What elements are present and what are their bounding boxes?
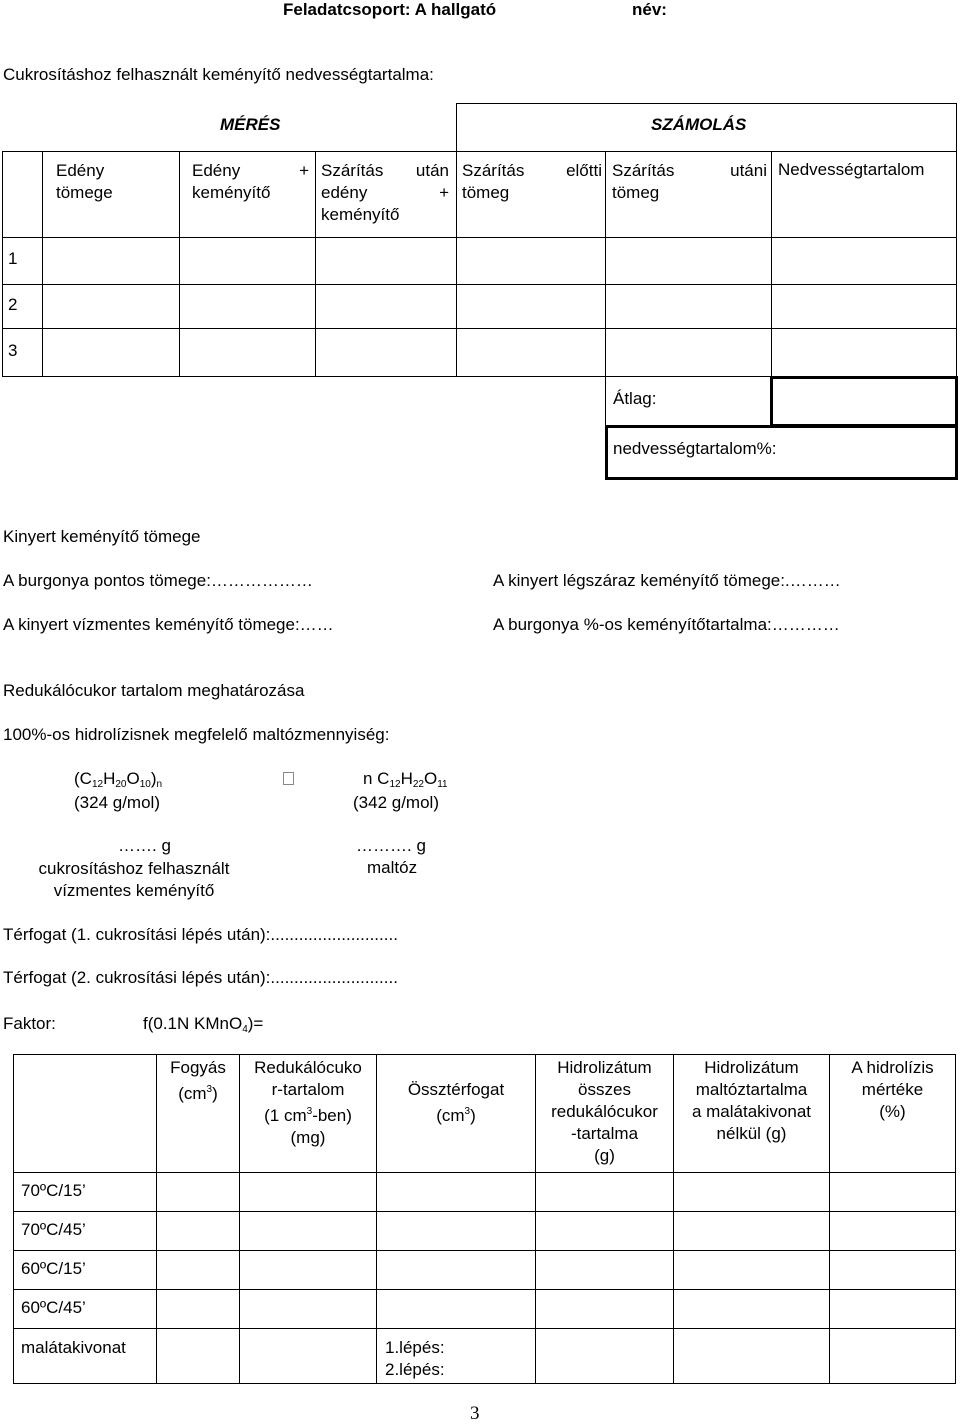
col-hydrolysis-degree: A hidrolízis mértéke (%) — [851, 1058, 934, 1121]
step2-label: 2.lépés: — [385, 1360, 445, 1379]
potato-mass: A burgonya pontos tömege:……………… — [3, 571, 313, 590]
row-label: 70ºC/15’ — [21, 1181, 86, 1200]
starch-molar-mass: (324 g/mol) — [74, 793, 160, 812]
airdry-mass: A kinyert légszáraz keményítő tömege:.……… — [493, 571, 841, 590]
row-label: 60ºC/45’ — [21, 1298, 86, 1317]
col-vessel-mass: Edény tömege — [56, 161, 113, 202]
row-label: 2 — [8, 295, 18, 314]
row-label: 3 — [8, 341, 18, 360]
group-meres: MÉRÉS — [220, 115, 281, 134]
col-after-drying: Szárítás utáni tömeg — [612, 161, 767, 202]
average-label: Átlag: — [613, 389, 657, 408]
moisture-percent-label: nedvességtartalom%: — [613, 439, 777, 458]
step1-label: 1.lépés: — [385, 1338, 445, 1357]
maltose-molar-mass: (342 g/mol) — [353, 793, 439, 812]
page-title: Feladatcsoport: A hallgató — [283, 0, 497, 19]
maltose-description: maltóz — [367, 858, 418, 877]
col-total-volume: Össztérfogat $(cm^3)$ — [407, 1080, 505, 1125]
col-hydrolysate-maltose: Hidrolizátum maltóztartalma a malátakivonat nélkül (g) — [691, 1058, 812, 1143]
col-moisture: Nedvességtartalom — [778, 160, 925, 179]
name-label: név: — [632, 0, 667, 19]
maltose-amount-line: 100%-os hidrolízisnek megfelelő maltózmennyiség: — [3, 725, 390, 744]
col-before-drying: Szárítás előtti tömeg — [462, 161, 602, 202]
page-number: 3 — [470, 1403, 480, 1424]
moisture-heading: Cukrosításhoz felhasznált keményítő nedvességtartalma: — [3, 65, 434, 84]
col-after-drying-vessel: Szárítás után edény + keményítő — [321, 161, 449, 224]
col-hydrolysate-reducing: Hidrolizátum összes redukálócukor -tartalma (g) — [551, 1058, 658, 1165]
reducing-heading: Redukálócukor tartalom meghatározása — [3, 681, 305, 700]
row-label: malátakivonat — [21, 1338, 126, 1357]
group-szamolas: SZÁMOLÁS — [651, 115, 747, 134]
row-label: 70ºC/45’ — [21, 1220, 86, 1239]
maltose-formula: n $C_{12}H_{22}O_{11}$ — [363, 769, 448, 790]
starch-formula: $(C_{12}H_{20}O_{10})_n$ — [74, 769, 163, 790]
volume-step2: Térfogat (2. cukrosítási lépés után):........................... — [3, 968, 398, 987]
volume-step1: Térfogat (1. cukrosítási lépés után):........................... — [3, 925, 398, 944]
col-consumption: Fogyás $(cm^3)$ — [170, 1058, 226, 1103]
maltose-grams: ………. g — [356, 836, 426, 855]
arrow-icon — [283, 772, 294, 785]
starch-description: cukrosításhoz felhasznált vízmentes keményítő — [38, 859, 230, 900]
factor-formula: f(0.1N KMnO$_4$)= — [143, 1014, 264, 1035]
anhydrous-mass: A kinyert vízmentes keményítő tömege:…… — [3, 615, 334, 634]
row-label: 60ºC/15’ — [21, 1259, 86, 1278]
row-label: 1 — [8, 249, 18, 268]
col-reducing-sugar: Redukálócuko r-tartalom (1 $cm^3-ben$) (mg) — [254, 1058, 362, 1147]
starch-grams: ……. g — [118, 836, 171, 855]
starch-percent: A burgonya %-os keményítőtartalma:………… — [493, 615, 840, 634]
extracted-heading: Kinyert keményítő tömege — [3, 527, 201, 546]
col-vessel-starch: Edény + keményítő — [192, 161, 309, 202]
factor-label: Faktor: — [3, 1014, 56, 1033]
